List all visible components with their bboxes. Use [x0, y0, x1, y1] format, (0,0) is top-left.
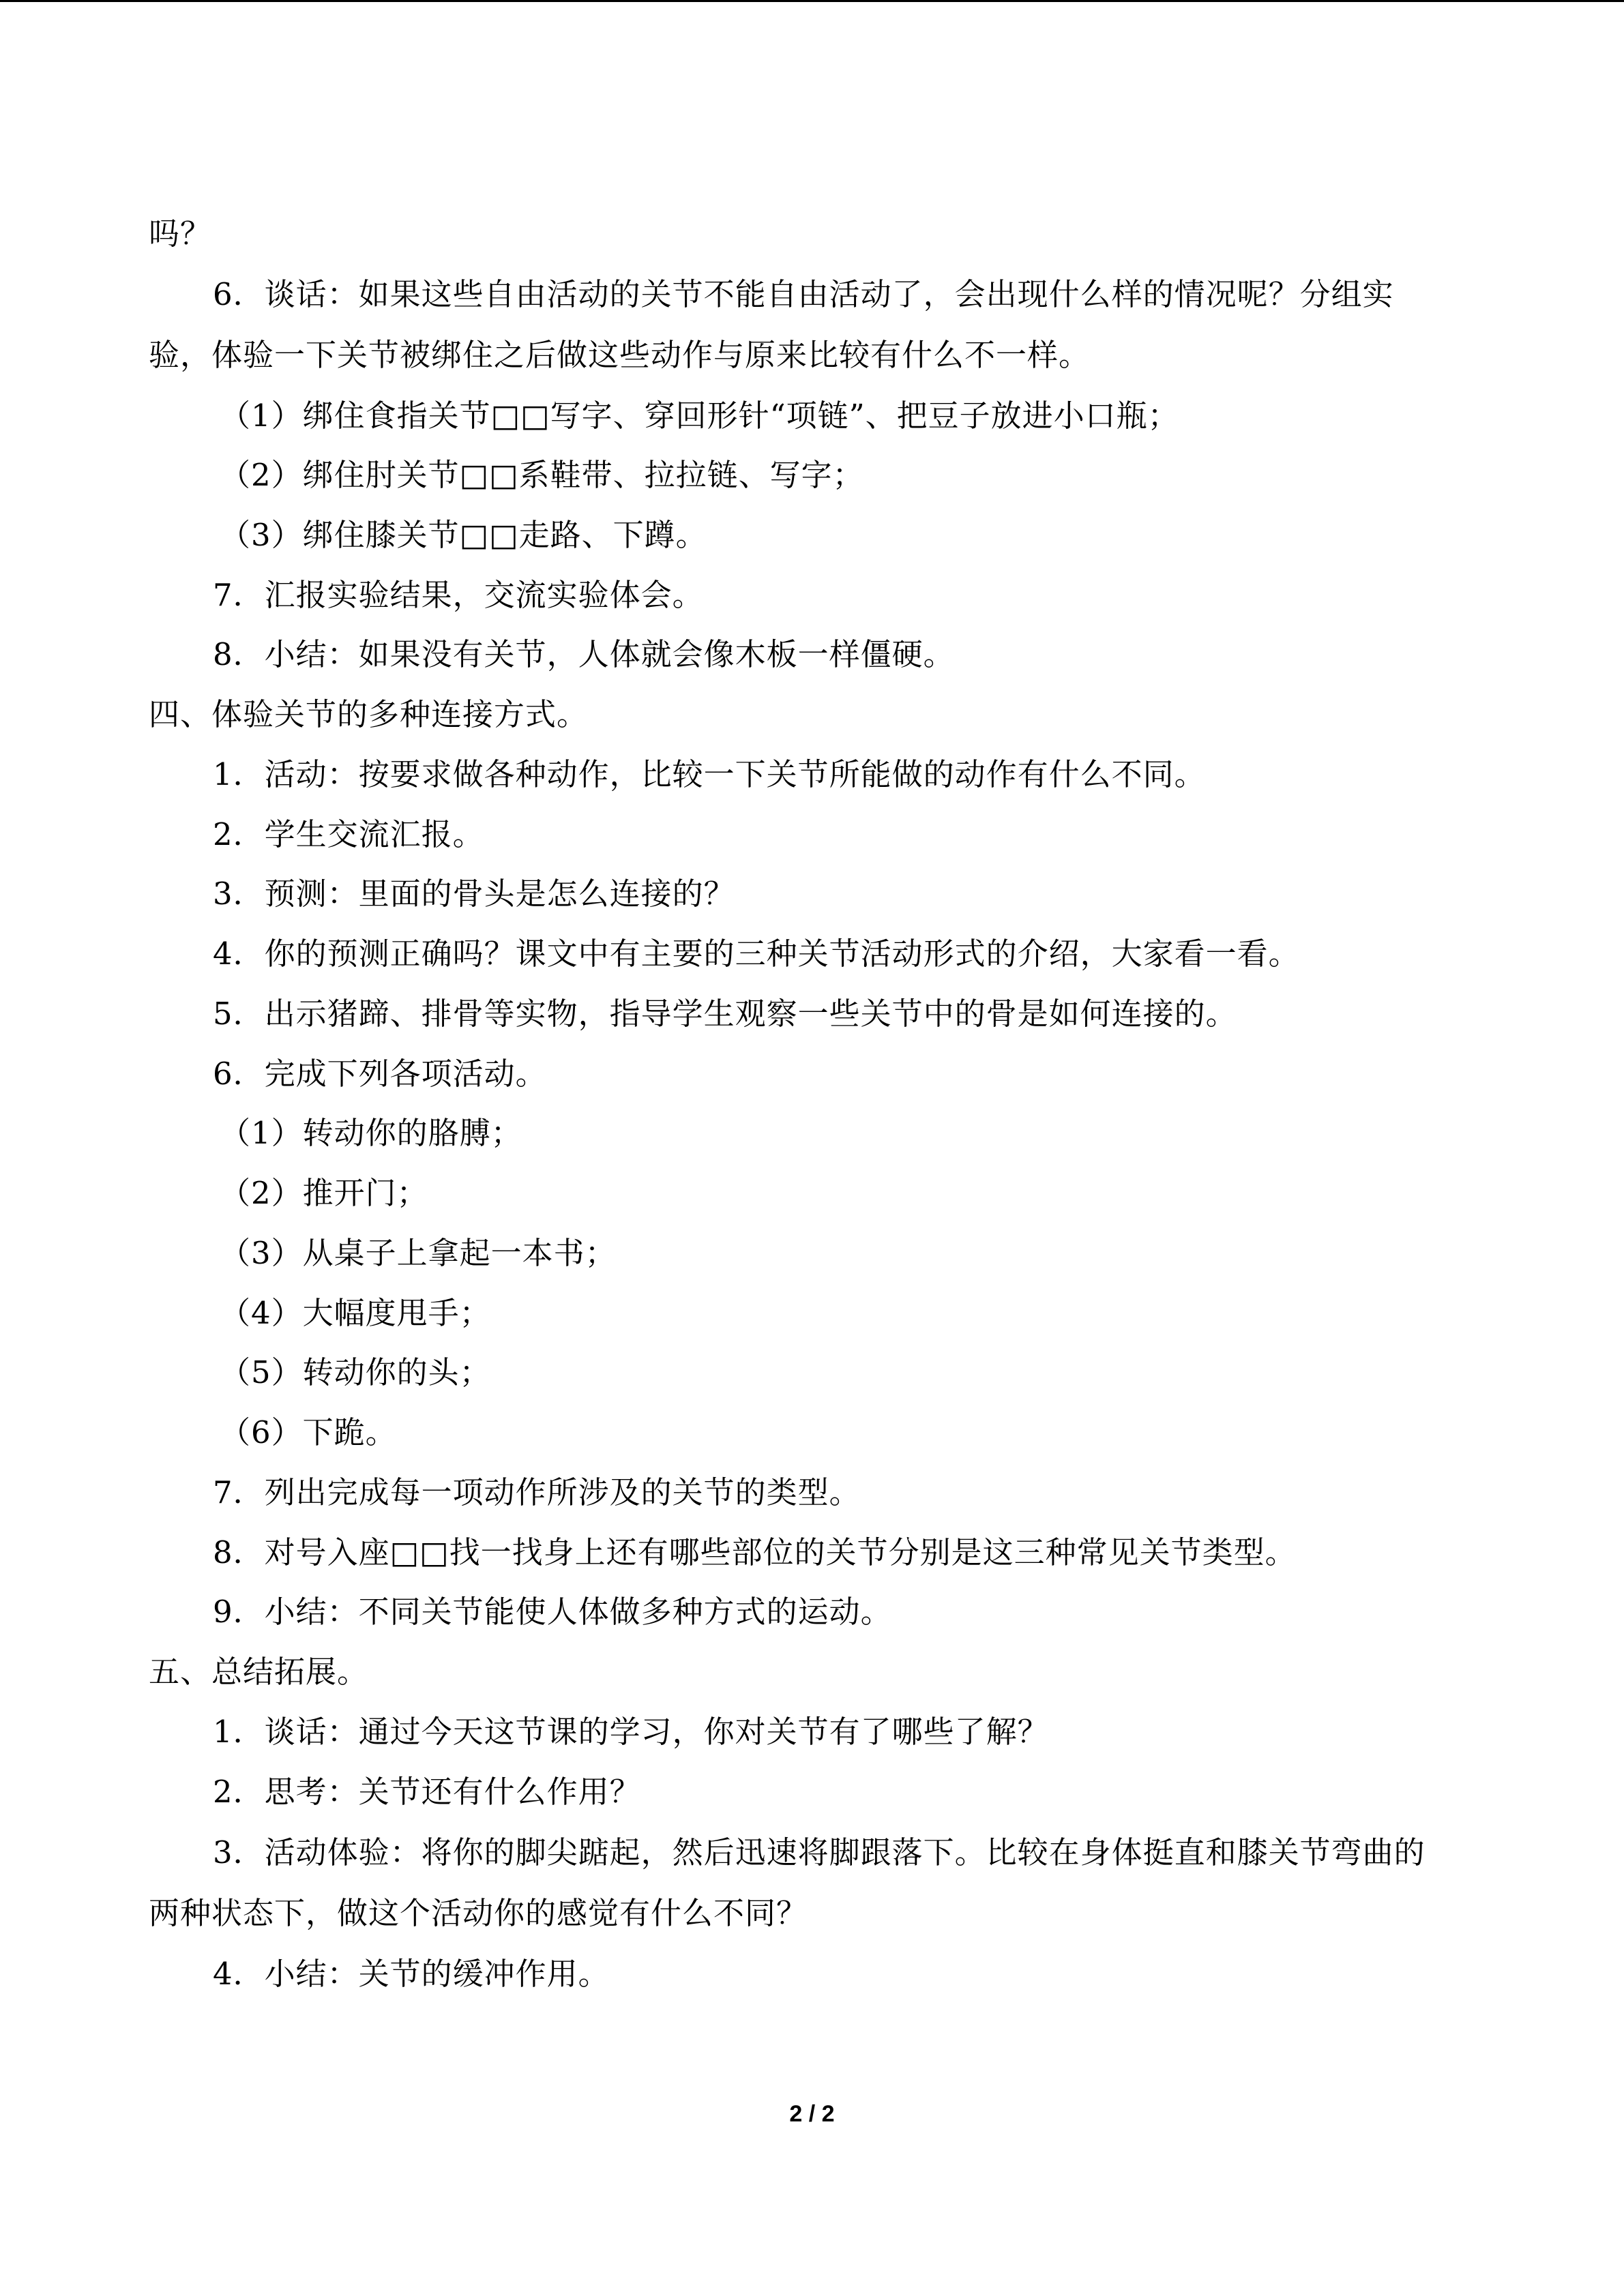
- list-item: （6）下跪。: [220, 1414, 397, 1450]
- list-item: （5）转动你的头；: [220, 1354, 491, 1390]
- text-line: 9．小结：不同关节能使人体做多种方式的运动。: [213, 1594, 892, 1630]
- text-line: 2．思考：关节还有什么作用？: [213, 1774, 641, 1810]
- text-line: 5．出示猪蹄、排骨等实物，指导学生观察一些关节中的骨是如何连接的。: [213, 996, 1237, 1032]
- text-line: 8．小结：如果没有关节，人体就会像木板一样僵硬。: [213, 636, 955, 672]
- text-line: 1．活动：按要求做各种动作，比较一下关节所能做的动作有什么不同。: [213, 756, 1206, 792]
- text-line: 吗？: [149, 215, 212, 252]
- list-item: （1）转动你的胳膊；: [220, 1115, 522, 1151]
- text-line: 3．活动体验：将你的脚尖踮起，然后迅速将脚跟落下。比较在身体挺直和膝关节弯曲的: [213, 1834, 1426, 1870]
- text-line: 2．学生交流汇报。: [213, 816, 484, 852]
- list-item: （3）从桌子上拿起一本书；: [220, 1235, 617, 1271]
- list-item: （2）绑住肘关节□□系鞋带、拉拉链、写字；: [220, 457, 864, 493]
- list-item: （1）绑住食指关节□□写字、穿回形针“项链”、把豆子放进小口瓶；: [220, 398, 1179, 434]
- section-heading: 五、总结拓展。: [149, 1654, 369, 1690]
- text-line: 验，体验一下关节被绑住之后做这些动作与原来比较有什么不一样。: [149, 337, 1091, 373]
- list-item: （2）推开门；: [220, 1175, 428, 1211]
- page-number: 2 / 2: [789, 2101, 835, 2127]
- text-line: 6．谈话：如果这些自由活动的关节不能自由活动了，会出现什么样的情况呢？分组实: [213, 276, 1394, 312]
- text-line: 7．汇报实验结果，交流实验体会。: [213, 577, 704, 613]
- text-line: 3．预测：里面的骨头是怎么连接的？: [213, 876, 735, 912]
- list-item: （4）大幅度甩手；: [220, 1295, 491, 1331]
- text-line: 两种状态下，做这个活动你的感觉有什么不同？: [149, 1895, 808, 1931]
- section-heading: 四、体验关节的多种连接方式。: [149, 696, 589, 732]
- text-line: 4．小结：关节的缓冲作用。: [213, 1956, 610, 1992]
- text-line: 4．你的预测正确吗？课文中有主要的三种关节活动形式的介绍，大家看一看。: [213, 936, 1300, 972]
- text-line: 1．谈话：通过今天这节课的学习，你对关节有了哪些了解？: [213, 1714, 1049, 1750]
- list-item: （3）绑住膝关节□□走路、下蹲。: [220, 517, 707, 553]
- text-line: 7．列出完成每一项动作所涉及的关节的类型。: [213, 1474, 861, 1510]
- text-line: 6．完成下列各项活动。: [213, 1056, 547, 1092]
- text-line: 8．对号入座□□找一找身上还有哪些部位的关节分别是这三种常见关节类型。: [213, 1534, 1297, 1570]
